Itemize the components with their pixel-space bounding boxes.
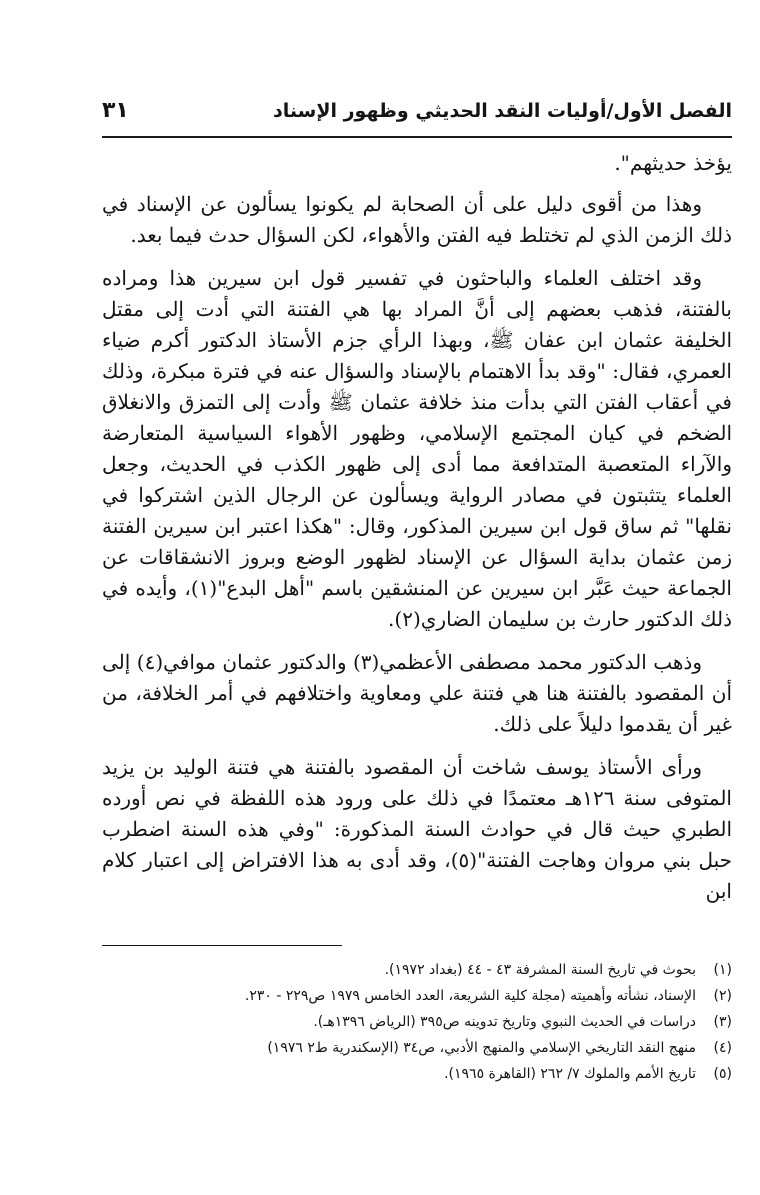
paragraph: وقد اختلف العلماء والباحثون في تفسير قول ابن سيرين هذا ومراده بالفتنة، فذهب بعضهم إلى أنَّ المراد بها هي الفتنة التي أدت إلى مقتل الخليفة عثمان ابن عفان ﷺ، وبهذا الرأي جزم الأستاذ الدكتور أكرم ضياء العمري، فقال: "وقد بدأ الاهتمام بالإسناد والسؤال عنه في فترة مبكرة، وذلك في أعقاب الفتن التي بدأت منذ خلافة عثمان ﷺ وأدت إلى التمزق والانغلاق الضخم في كيان المجتمع الإسلامي، وظهور الأهواء السياسية المتعارضة والآراء المتعصبة المتدافعة مما أدى إلى ظهور الكذب في الحديث، وجعل العلماء يتثبتون في مصادر الرواية ويسألون عن الرجال الذين اشتركوا في نقلها" ثم ساق قول ابن سيرين المذكور، وقال: "هكذا اعتبر ابن سيرين الفتنة زمن عثمان بداية السؤال عن الإسناد لظهور الوضع وبروز الانشقاقات عن الجماعة حيث عَبَّر ابن سيرين عن المنشقين باسم "أهل البدع"(١)، وأيده في ذلك الدكتور حارث بن سليمان الضاري(٢). <box>102 266 732 631</box>
footnote <box>102 1009 732 1035</box>
paragraph: يؤخذ حديثهم". <box>614 151 732 175</box>
page-number: ٣١ <box>102 98 129 123</box>
page-header <box>102 96 732 138</box>
body-text <box>102 148 732 919</box>
footnote <box>102 1035 732 1061</box>
footnote-number: (٣) <box>713 1014 732 1030</box>
footnotes-list <box>102 957 732 1087</box>
footnote-number: (٤) <box>713 1040 732 1056</box>
footnote <box>102 983 732 1009</box>
paragraph: وذهب الدكتور محمد مصطفى الأعظمي(٣) والدكتور عثمان موافي(٤) إلى أن المقصود بالفتنة هنا هي فتنة علي ومعاوية واختلافهم في أمر الخلافة، من غير أن يقدموا دليلاً على ذلك. <box>102 650 732 736</box>
footnote-text: دراسات في الحديث النبوي وتاريخ تدوينه ص٣٩٥ (الرياض ١٣٩٦هـ). <box>313 1014 696 1030</box>
footnote-number: (١) <box>713 962 732 978</box>
footnote-text: تاريخ الأمم والملوك ٧/ ٢٦٢ (القاهرة ١٩٦٥). <box>444 1066 696 1082</box>
footnote-text: الإسناد، نشأته وأهميته (مجلة كلية الشريعة، العدد الخامس ١٩٧٩ ص٢٢٩ - ٢٣٠. <box>244 988 696 1004</box>
footnote-text: منهج النقد التاريخي الإسلامي والمنهج الأدبي، ص٣٤ (الإسكندرية ط٢ ١٩٧٦) <box>267 1040 696 1056</box>
footnote-number: (٥) <box>713 1066 732 1082</box>
footnote <box>102 957 732 983</box>
footnote-number: (٢) <box>713 988 732 1004</box>
footnote-text: بحوث في تاريخ السنة المشرفة ٤٣ - ٤٤ (بغداد ١٩٧٢). <box>384 962 696 978</box>
footnote <box>102 1061 732 1087</box>
paragraph: ورأى الأستاذ يوسف شاخت أن المقصود بالفتنة هي فتنة الوليد بن يزيد المتوفى سنة ١٢٦هـ معتمدًا في ذلك على ورود هذه اللفظة في نص أورده الطبري حيث قال في حوادث السنة المذكورة: "وفي هذه السنة اضطرب حبل بني مروان وهاجت الفتنة"(٥)، وقد أدى به هذا الافتراض إلى اعتبار كلام ابن <box>102 755 732 903</box>
running-title: الفصل الأول/أوليات النقد الحديثي وظهور الإسناد <box>273 100 732 122</box>
paragraph: وهذا من أقوى دليل على أن الصحابة لم يكونوا يسألون عن الإسناد في ذلك الزمن الذي لم تختلط فيه الفتن والأهواء، لكن السؤال حدث فيما بعد. <box>102 192 732 247</box>
footnote-separator <box>102 945 342 946</box>
